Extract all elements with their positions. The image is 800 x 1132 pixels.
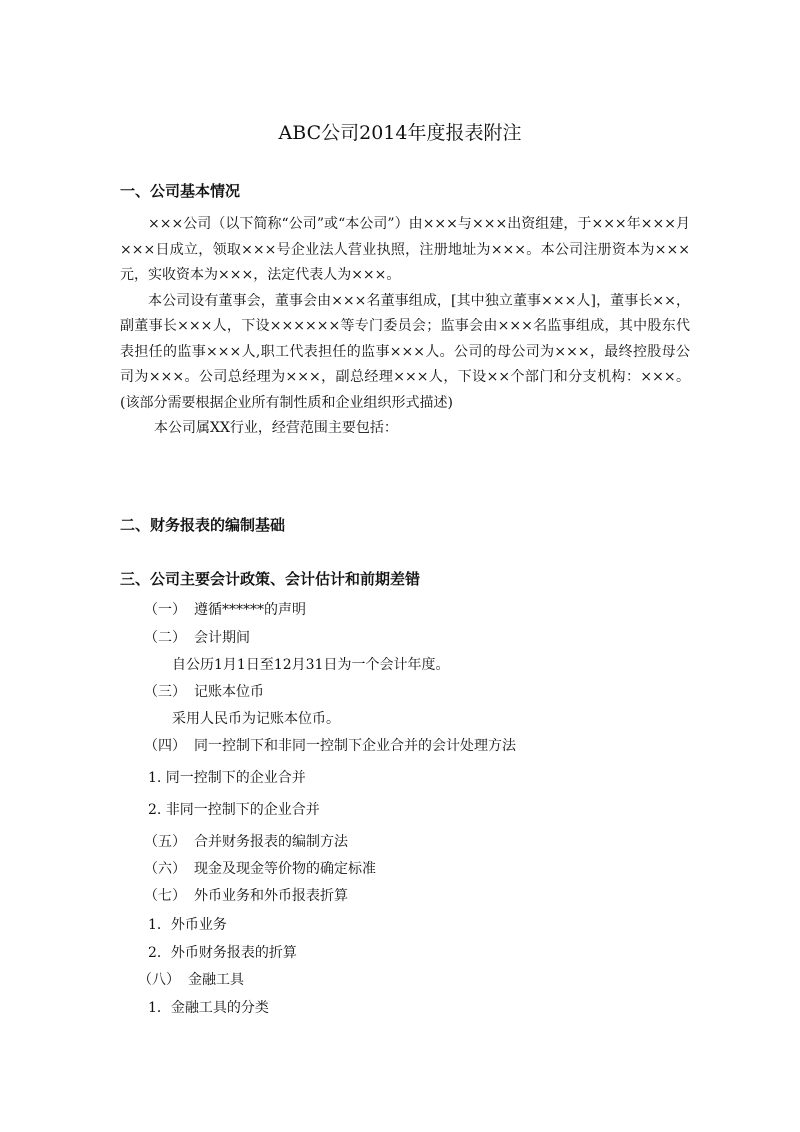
section-3-heading: 三、公司主要会计政策、会计估计和前期差错 bbox=[120, 570, 421, 588]
item-8-number: （八） bbox=[138, 972, 180, 988]
item-7-sub-2: 2．外币财务报表的折算 bbox=[148, 945, 297, 961]
item-4-sub-2: 2. 非同一控制下的企业合并 bbox=[148, 802, 320, 818]
item-3-label: 记账本位币 bbox=[194, 684, 264, 700]
item-5-number: （五） bbox=[144, 834, 186, 850]
paragraph-company-formation: ×××公司（以下简称“公司”或“本公司”）由×××与×××出资组建，于×××年×××月×××日成立，领取×××号企业法人营业执照，注册地址为×××。本公司注册资本为×××元，实收资本为×××，法定代表人为×××。 bbox=[120, 216, 690, 283]
item-4-label: 同一控制下和非同一控制下企业合并的会计处理方法 bbox=[194, 738, 516, 754]
item-3-body: 采用人民币为记账本位币。 bbox=[172, 711, 340, 727]
item-1-label: 遵循******的声明 bbox=[194, 602, 306, 618]
item-8-sub-1: 1．金融工具的分类 bbox=[148, 1000, 269, 1016]
item-1-number: （一） bbox=[144, 602, 186, 618]
item-4-number: （四） bbox=[144, 738, 186, 754]
item-6-number: （六） bbox=[144, 861, 186, 877]
item-6-label: 现金及现金等价物的确定标准 bbox=[194, 861, 376, 877]
item-8-label: 金融工具 bbox=[188, 972, 244, 988]
section-1-heading: 一、公司基本情况 bbox=[120, 182, 241, 200]
item-7-label: 外币业务和外币报表折算 bbox=[194, 888, 348, 904]
document-title: ABC公司2014年度报表附注 bbox=[278, 122, 522, 144]
item-2-number: （二） bbox=[144, 630, 186, 646]
paragraph-business-scope: 本公司属XX行业，经营范围主要包括： bbox=[154, 420, 398, 436]
section-1-body bbox=[120, 212, 690, 442]
item-5-label: 合并财务报表的编制方法 bbox=[194, 834, 348, 850]
paragraph-governance: 本公司设有董事会，董事会由×××名董事组成，[其中独立董事×××人]，董事长××，副董事长×××人，下设××××××等专门委员会；监事会由×××名监事组成，其中股东代表担任的监事×××人,职工代表担任的监事×××人。公司的母公司为×××，最终控股母公司为×××。公司总经理为×××，副总经理×××人，下设××个部门和分支机构：×××。(该部分需要根据企业所有制性质和企业组织形式描述) bbox=[120, 292, 690, 411]
item-4-sub-1: 1. 同一控制下的企业合并 bbox=[148, 770, 306, 786]
section-2-heading: 二、财务报表的编制基础 bbox=[120, 516, 286, 534]
item-7-sub-1: 1．外币业务 bbox=[148, 917, 227, 933]
item-2-body: 自公历1月1日至12月31日为一个会计年度。 bbox=[172, 657, 450, 673]
item-2-label: 会计期间 bbox=[194, 630, 250, 646]
item-3-number: （三） bbox=[144, 684, 186, 700]
item-7-number: （七） bbox=[144, 888, 186, 904]
